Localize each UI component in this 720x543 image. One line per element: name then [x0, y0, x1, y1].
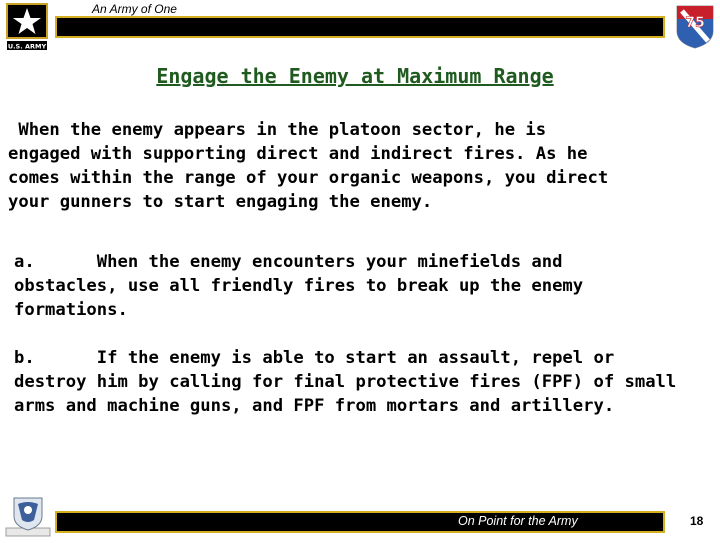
us-army-logo — [6, 3, 48, 51]
footer-slogan: On Point for the Army — [458, 514, 578, 528]
page-number: 18 — [690, 514, 704, 528]
intro-paragraph: When the enemy appears in the platoon sector, he is engaged with supporting direct and indirect fires. As he comes within the range of your organic weapons, you direct your gunners to start engaging the enemy. — [8, 120, 609, 212]
header-bar — [55, 16, 665, 38]
patch-number: 75 — [685, 15, 705, 31]
slide-title: Engage the Enemy at Maximum Range — [156, 64, 554, 88]
regimental-crest-icon — [4, 494, 52, 538]
header-slogan: An Army of One — [92, 2, 177, 16]
item-a-paragraph: a. When the enemy encounters your minefields and obstacles, use all friendly fires to break up the enemy formations. — [14, 252, 584, 320]
army-logo-text: U.S. ARMY — [7, 42, 47, 51]
item-b-paragraph: b. If the enemy is able to start an assault, repel or destroy him by calling for final protective fires (FPF) of small arms and machine guns, and FPF from mortars and artillery. — [14, 348, 677, 416]
unit-patch-icon — [674, 3, 716, 49]
